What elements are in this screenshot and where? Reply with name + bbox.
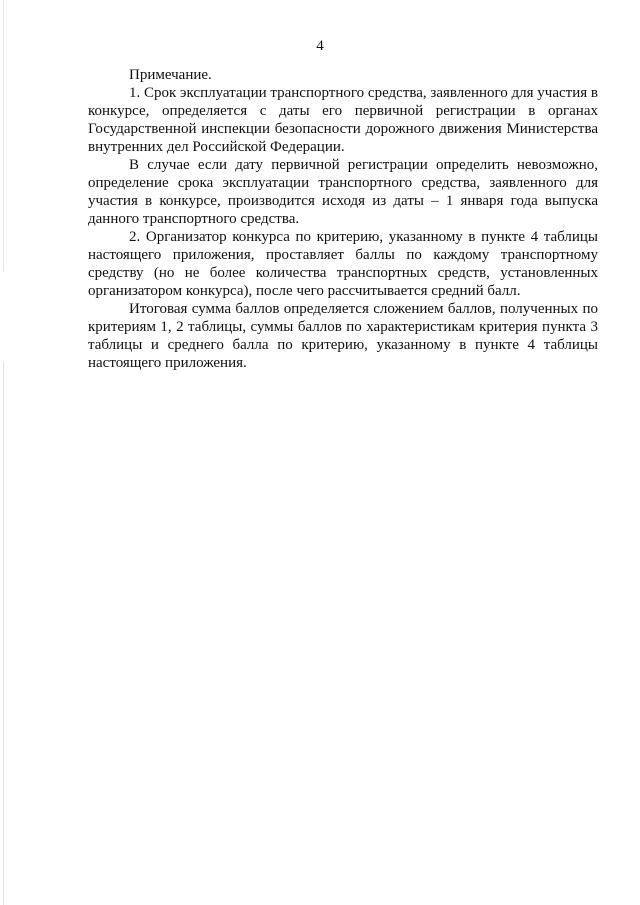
note-paragraph-2: В случае если дату первичной регистрации определить невозможно, определение срока эксплуатации транспортного средства, заявленного для участия в конкурсе, производится исходя из даты – 1 января года выпуска данного транспортного средства. [88,157,598,227]
note-section [88,66,598,372]
note-paragraph-3: 2. Организатор конкурса по критерию, указанному в пункте 4 таблицы настоящего приложения, проставляет баллы по каждому транспортному средству (но не более количества транспортных средств, установленных организатором конкурса), после чего рассчитывается средний балл. [88,229,598,299]
note-title: Примечание. [129,67,212,83]
scan-edge-line [3,0,4,905]
note-paragraph-4: Итоговая сумма баллов определяется сложением баллов, полученных по критериям 1, 2 таблицы, суммы баллов по характеристикам критерия пункта 3 таблицы и среднего балла по критерию, указанному в пункте 4 таблицы настоящего приложения. [88,301,598,371]
page-number: 4 [316,38,324,54]
note-paragraph-1: 1. Срок эксплуатации транспортного средства, заявленного для участия в конкурсе, определяется с даты его первичной регистрации в органах Государственной инспекции безопасности дорожного движения Министерства внутренних дел Российской Федерации. [88,85,598,155]
